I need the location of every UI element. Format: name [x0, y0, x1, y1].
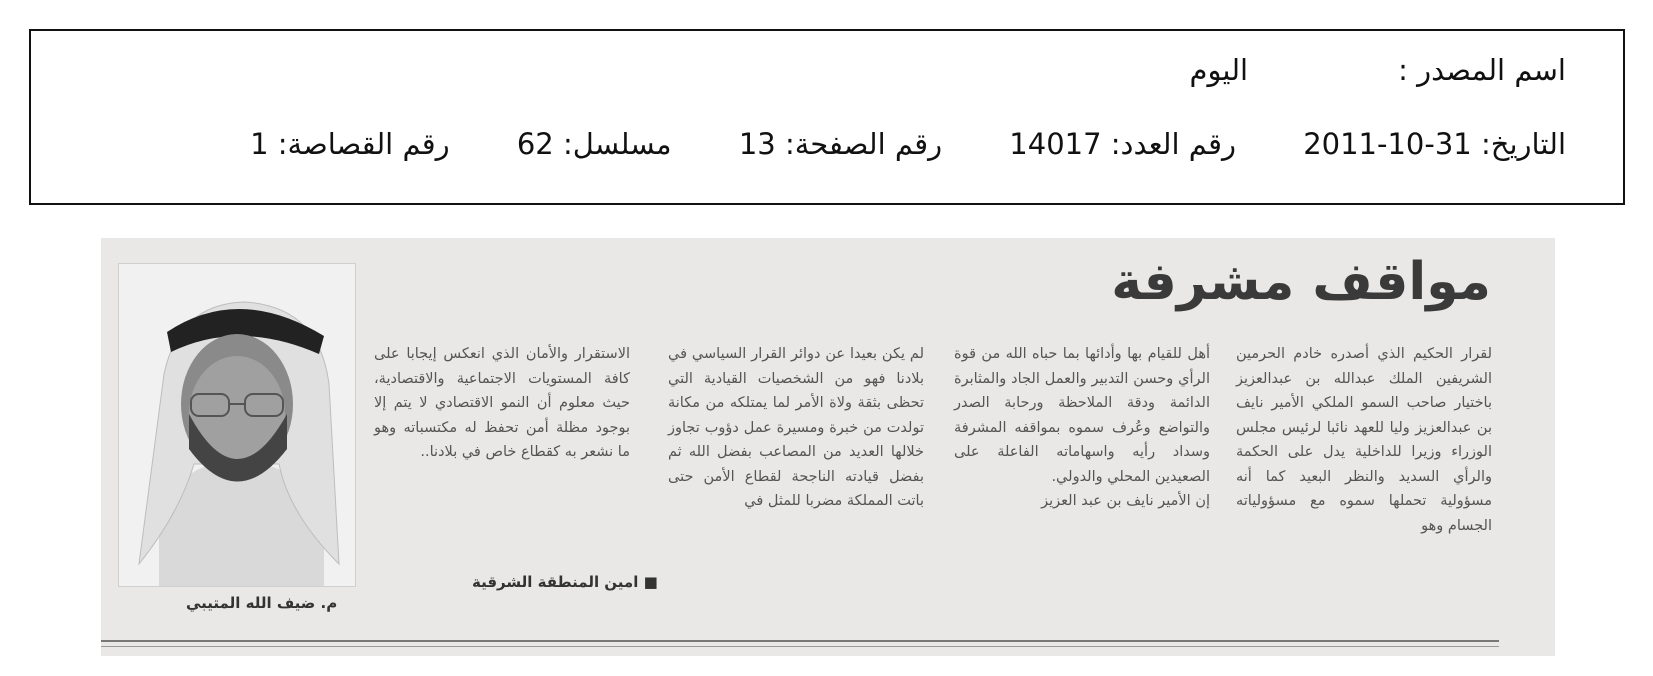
issue-label: رقم العدد: — [1110, 127, 1236, 161]
serial-value: 62 — [516, 127, 554, 161]
column-2-text: أهل للقيام بها وأدائها بما حباه الله من قوة الرأي وحسن التدبير والعمل الجاد والمثابرة الدائمة ودقة الملاحظة ورحابة الصدر والتواضع وعُرف سموه بمواقفه المشرفة وسداد رأيه واسهاماته الفاعلة على الصعيدين المحلي والدولي. — [954, 346, 1210, 485]
meta-row — [250, 127, 1566, 161]
date-value: 2011-10-31 — [1303, 127, 1472, 161]
clipping-info-box — [29, 29, 1625, 205]
page-value: 13 — [738, 127, 776, 161]
author-name: م. ضيف الله المتيبي — [186, 594, 338, 612]
column-2-text-continued: إن الأمير نايف بن عبد العزيز — [1041, 493, 1210, 509]
author-portrait-image — [119, 264, 355, 586]
article-column-1 — [1236, 342, 1492, 538]
article-title: مواقف مشرفة — [1111, 252, 1491, 312]
issue-value: 14017 — [1009, 127, 1102, 161]
clipping-label: رقم القصاصة: — [277, 127, 450, 161]
article-column-3 — [668, 342, 924, 514]
column-3-text: لم يكن بعيدا عن دوائر القرار السياسي في بلادنا فهو من الشخصيات القيادية التي تحظى بثقة ولاة الأمر لما يمتلكه من مكانة تولدت من خبرة ومسيرة عمل دؤوب تجاوز خلالها العديد من المصاعب بفضل الله ثم بفضل قيادته الناجحة لقطاع الأمن حتى باتت المملكة مضربا للمثل في — [668, 346, 924, 509]
source-label: اسم المصدر : — [1398, 53, 1566, 87]
source-value: اليوم — [1189, 53, 1249, 87]
source-row — [1190, 53, 1567, 87]
serial-label: مسلسل: — [562, 127, 672, 161]
article-column-4 — [374, 342, 630, 465]
author-title: ■ امين المنطقة الشرقية — [472, 573, 658, 591]
article-column-2 — [954, 342, 1210, 514]
author-photo — [118, 263, 356, 587]
clipping-value: 1 — [250, 127, 269, 161]
page-label: رقم الصفحة: — [784, 127, 943, 161]
bottom-rule-thin — [101, 646, 1499, 647]
column-4-text: الاستقرار والأمان الذي انعكس إيجابا على كافة المستويات الاجتماعية والاقتصادية، حيث معلوم أن النمو الاقتصادي لا يتم إلا بوجود مظلة أمن تحفظ له مكتسباته وهو ما نشعر به كقطاع خاص في بلادنا.. — [374, 346, 630, 460]
date-label: التاريخ: — [1480, 127, 1566, 161]
column-1-text: لقرار الحكيم الذي أصدره خادم الحرمين الشريفين الملك عبدالله بن عبدالعزيز باختيار صاحب السمو الملكي الأمير نايف بن عبدالعزيز وليا للعهد نائبا لرئيس مجلس الوزراء وزيرا للداخلية يدل على الحكمة والرأي السديد والنظر البعيد كما أنه مسؤولية تحملها سموه مع مسؤولياته الجسام وهو — [1236, 346, 1492, 534]
bottom-rule — [101, 640, 1499, 642]
